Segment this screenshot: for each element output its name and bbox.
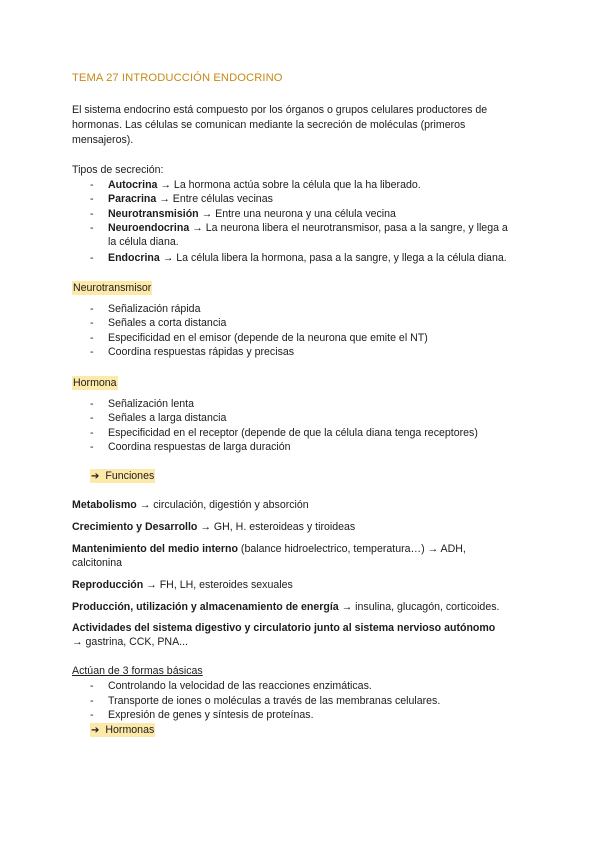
function-item: Crecimiento y Desarrollo → GH, H. esteroideas y tiroideas xyxy=(72,521,356,533)
list-item: - xyxy=(90,179,94,191)
list-item: - xyxy=(90,709,94,721)
list-item: Paracrina → Entre células vecinas xyxy=(108,193,273,205)
function-item-continuation: → gastrina, CCK, PNA... xyxy=(72,636,188,648)
list-item: Señalización lenta xyxy=(108,398,194,410)
list-item: Expresión de genes y síntesis de proteínas. xyxy=(108,709,314,721)
function-item: Reproducción → FH, LH, esteroides sexuales xyxy=(72,579,293,591)
intro-line-2: hormonas. Las células se comunican mediante la secreción de moléculas (primeros xyxy=(72,119,466,131)
list-item: Neurotransmisión → Entre una neurona y una célula vecina xyxy=(108,208,396,220)
list-item-continuation: la célula diana. xyxy=(108,236,179,248)
arrow-right-icon: ➔ xyxy=(91,471,100,482)
function-item: Mantenimiento del medio interno (balance hidroelectrico, temperatura…) → ADH, xyxy=(72,543,466,555)
secretion-heading: Tipos de secreción: xyxy=(72,164,164,176)
function-item: Metabolismo → circulación, digestión y absorción xyxy=(72,499,309,511)
hormonas-link: ➔ Hormonas xyxy=(91,724,155,736)
list-item: Autocrina → La hormona actúa sobre la célula que la ha liberado. xyxy=(108,179,421,191)
intro-line-3: mensajeros). xyxy=(72,134,134,146)
list-item: - xyxy=(90,441,94,453)
function-item: Producción, utilización y almacenamiento de energía → insulina, glucagón, corticoides. xyxy=(72,601,500,613)
list-item: Señales a corta distancia xyxy=(108,317,227,329)
list-item: - xyxy=(90,317,94,329)
list-item: - xyxy=(90,303,94,315)
funciones-heading: ➔ Funciones xyxy=(91,470,155,482)
list-item: Especificidad en el emisor (depende de la neurona que emite el NT) xyxy=(108,332,428,344)
list-item: - xyxy=(90,398,94,410)
hormona-heading: Hormona xyxy=(73,377,117,389)
intro-line-1: El sistema endocrino está compuesto por los órganos o grupos celulares productores de xyxy=(72,104,488,116)
list-item: - xyxy=(90,252,94,264)
function-item: Actividades del sistema digestivo y circulatorio junto al sistema nervioso autónomo xyxy=(72,622,496,634)
list-item: Endocrina → La célula libera la hormona, pasa a la sangre, y llega a la célula diana. xyxy=(108,252,507,264)
neurotransmisor-heading: Neurotransmisor xyxy=(73,282,152,294)
list-item: - xyxy=(90,193,94,205)
list-item: - xyxy=(90,208,94,220)
list-item: - xyxy=(90,222,94,234)
arrow-right-icon: ➔ xyxy=(91,725,100,736)
list-item: Transporte de iones o moléculas a través de las membranas celulares. xyxy=(108,695,441,707)
list-item: Controlando la velocidad de las reacciones enzimáticas. xyxy=(108,680,372,692)
page-title: TEMA 27 INTRODUCCIÓN ENDOCRINO xyxy=(72,72,283,84)
list-item: Señalización rápida xyxy=(108,303,201,315)
list-item: - xyxy=(90,427,94,439)
list-item: Neuroendocrina → La neurona libera el neurotransmisor, pasa a la sangre, y llega a xyxy=(108,222,508,234)
list-item: Especificidad en el receptor (depende de que la célula diana tenga receptores) xyxy=(108,427,478,439)
list-item: - xyxy=(90,680,94,692)
list-item: - xyxy=(90,332,94,344)
function-item-continuation: calcitonina xyxy=(72,557,123,569)
list-item: - xyxy=(90,346,94,358)
list-item: Señales a larga distancia xyxy=(108,412,227,424)
list-item: - xyxy=(90,412,94,424)
list-item: - xyxy=(90,695,94,707)
formas-heading: Actúan de 3 formas básicas xyxy=(72,665,203,677)
list-item: Coordina respuestas de larga duración xyxy=(108,441,291,453)
list-item: Coordina respuestas rápidas y precisas xyxy=(108,346,295,358)
